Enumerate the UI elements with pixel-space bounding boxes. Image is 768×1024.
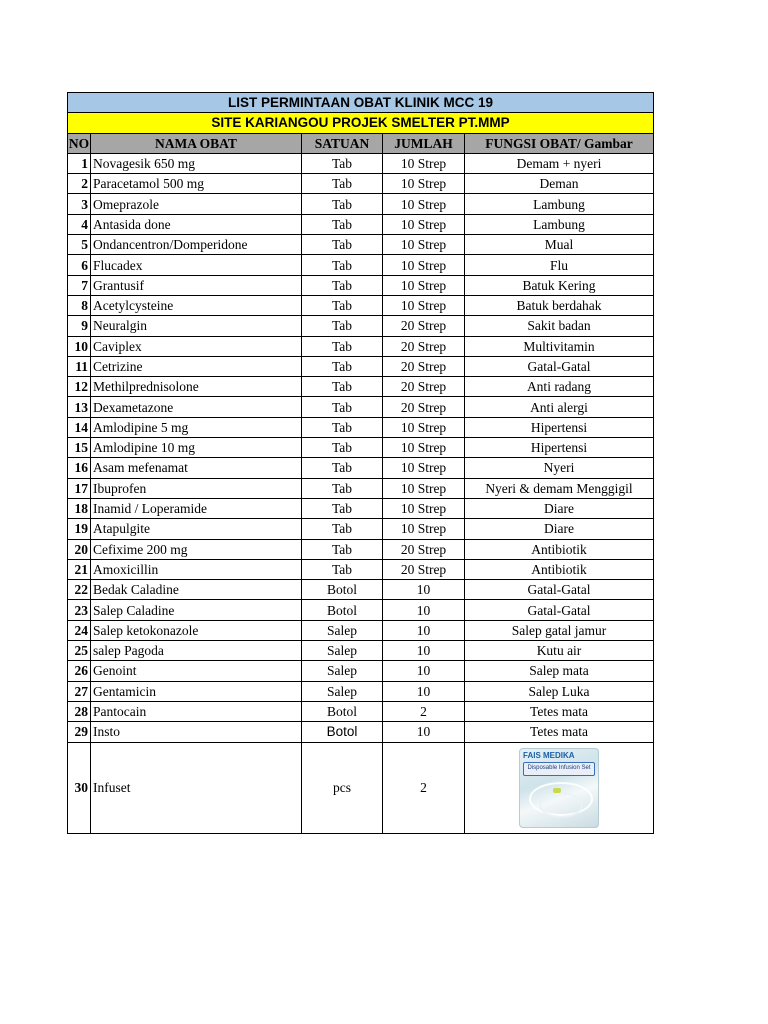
cell-fungsi-image [465, 742, 654, 833]
cell-fungsi: Kutu air [465, 641, 654, 661]
cell-fungsi: Antibiotik [465, 559, 654, 579]
table-row [68, 438, 654, 458]
table-row [68, 356, 654, 376]
cell-no: 29 [68, 722, 91, 742]
cell-satuan: Tab [302, 458, 383, 478]
table-row [68, 397, 654, 417]
cell-jumlah: 10 [383, 641, 465, 661]
cell-fungsi: Sakit badan [465, 316, 654, 336]
table-row [68, 661, 654, 681]
cell-jumlah: 10 Strep [383, 438, 465, 458]
cell-nama-obat: Omeprazole [91, 194, 302, 214]
cell-no: 24 [68, 620, 91, 640]
header-jumlah: JUMLAH [383, 133, 465, 153]
cell-satuan: Tab [302, 235, 383, 255]
table-row [68, 600, 654, 620]
cell-jumlah: 10 Strep [383, 194, 465, 214]
cell-nama-obat: Amoxicillin [91, 559, 302, 579]
cell-nama-obat: Amlodipine 10 mg [91, 438, 302, 458]
table-row [68, 153, 654, 173]
cell-fungsi: Antibiotik [465, 539, 654, 559]
table-row [68, 681, 654, 701]
cell-satuan: Tab [302, 397, 383, 417]
cell-nama-obat: Caviplex [91, 336, 302, 356]
cell-nama-obat: Amlodipine 5 mg [91, 417, 302, 437]
cell-nama-obat: Flucadex [91, 255, 302, 275]
cell-fungsi: Lambung [465, 214, 654, 234]
table-row [68, 255, 654, 275]
table-row [68, 620, 654, 640]
cell-jumlah: 10 Strep [383, 275, 465, 295]
cell-jumlah: 10 Strep [383, 417, 465, 437]
cell-satuan: Tab [302, 255, 383, 275]
table-row [68, 194, 654, 214]
table-row [68, 478, 654, 498]
medicine-request-table [67, 92, 654, 834]
cell-jumlah: 20 Strep [383, 377, 465, 397]
cell-satuan: Tab [302, 519, 383, 539]
table-row [68, 214, 654, 234]
table-row [68, 539, 654, 559]
cell-jumlah: 2 [383, 742, 465, 833]
cell-satuan: Tab [302, 174, 383, 194]
cell-no: 5 [68, 235, 91, 255]
cell-satuan: Tab [302, 194, 383, 214]
header-fungsi: FUNGSI OBAT/ Gambar [465, 133, 654, 153]
cell-jumlah: 10 [383, 620, 465, 640]
cell-fungsi: Salep Luka [465, 681, 654, 701]
cell-fungsi: Gatal-Gatal [465, 600, 654, 620]
cell-satuan: Botol [302, 722, 383, 742]
cell-jumlah: 10 Strep [383, 214, 465, 234]
cell-nama-obat: Methilprednisolone [91, 377, 302, 397]
cell-jumlah: 20 Strep [383, 397, 465, 417]
table-row [68, 316, 654, 336]
cell-satuan: Tab [302, 316, 383, 336]
cell-fungsi: Salep mata [465, 661, 654, 681]
header-satuan: SATUAN [302, 133, 383, 153]
cell-jumlah: 10 [383, 661, 465, 681]
cell-jumlah: 2 [383, 701, 465, 721]
cell-fungsi: Lambung [465, 194, 654, 214]
table-row [68, 417, 654, 437]
cell-satuan: Salep [302, 661, 383, 681]
cell-nama-obat: Paracetamol 500 mg [91, 174, 302, 194]
header-nama-obat: NAMA OBAT [91, 133, 302, 153]
cell-jumlah: 10 Strep [383, 295, 465, 315]
cell-satuan: Botol [302, 701, 383, 721]
cell-no: 2 [68, 174, 91, 194]
cell-fungsi: Multivitamin [465, 336, 654, 356]
cell-no: 14 [68, 417, 91, 437]
cell-fungsi: Tetes mata [465, 722, 654, 742]
cell-no: 19 [68, 519, 91, 539]
package-label: Disposable Infusion Set [523, 762, 595, 776]
cell-satuan: Salep [302, 620, 383, 640]
cell-nama-obat: Gentamicin [91, 681, 302, 701]
table-row [68, 174, 654, 194]
cell-fungsi: Nyeri & demam Menggigil [465, 478, 654, 498]
roller-clamp-icon [553, 788, 561, 793]
cell-satuan: Tab [302, 275, 383, 295]
cell-no: 8 [68, 295, 91, 315]
cell-no: 27 [68, 681, 91, 701]
table-row [68, 498, 654, 518]
table-row [68, 295, 654, 315]
cell-nama-obat: Genoint [91, 661, 302, 681]
cell-jumlah: 20 Strep [383, 316, 465, 336]
infusion-set-package-image [519, 748, 599, 828]
cell-nama-obat: Salep ketokonazole [91, 620, 302, 640]
cell-nama-obat: Cetrizine [91, 356, 302, 376]
table-row [68, 722, 654, 742]
cell-nama-obat: Novagesik 650 mg [91, 153, 302, 173]
cell-nama-obat: Asam mefenamat [91, 458, 302, 478]
table-row [68, 275, 654, 295]
cell-nama-obat: Bedak Caladine [91, 580, 302, 600]
cell-nama-obat: Grantusif [91, 275, 302, 295]
table-row [68, 336, 654, 356]
subtitle-row [68, 113, 654, 133]
cell-nama-obat: Acetylcysteine [91, 295, 302, 315]
table-body [68, 153, 654, 833]
cell-nama-obat: Pantocain [91, 701, 302, 721]
table-row [68, 235, 654, 255]
cell-satuan: Salep [302, 641, 383, 661]
cell-satuan: Tab [302, 498, 383, 518]
header-no: NO [68, 133, 91, 153]
cell-nama-obat: Ibuprofen [91, 478, 302, 498]
cell-jumlah: 10 [383, 681, 465, 701]
cell-nama-obat: Salep Caladine [91, 600, 302, 620]
cell-no: 13 [68, 397, 91, 417]
cell-no: 4 [68, 214, 91, 234]
title-row [68, 93, 654, 113]
cell-fungsi: Gatal-Gatal [465, 356, 654, 376]
cell-fungsi: Anti alergi [465, 397, 654, 417]
cell-no: 17 [68, 478, 91, 498]
cell-satuan: Tab [302, 559, 383, 579]
cell-nama-obat: Inamid / Loperamide [91, 498, 302, 518]
cell-no: 1 [68, 153, 91, 173]
cell-jumlah: 20 Strep [383, 559, 465, 579]
cell-fungsi: Batuk berdahak [465, 295, 654, 315]
cell-jumlah: 10 [383, 580, 465, 600]
cell-jumlah: 20 Strep [383, 336, 465, 356]
cell-no: 26 [68, 661, 91, 681]
cell-satuan: Tab [302, 214, 383, 234]
cell-no: 12 [68, 377, 91, 397]
table-row [68, 458, 654, 478]
cell-fungsi: Salep gatal jamur [465, 620, 654, 640]
cell-fungsi: Nyeri [465, 458, 654, 478]
cell-jumlah: 10 Strep [383, 255, 465, 275]
cell-no: 21 [68, 559, 91, 579]
cell-fungsi: Batuk Kering [465, 275, 654, 295]
cell-satuan: Tab [302, 377, 383, 397]
cell-no: 11 [68, 356, 91, 376]
cell-fungsi: Hipertensi [465, 417, 654, 437]
table-row [68, 377, 654, 397]
tube-coil-inner-icon [539, 792, 583, 818]
cell-fungsi: Anti radang [465, 377, 654, 397]
cell-no: 9 [68, 316, 91, 336]
cell-satuan: Tab [302, 336, 383, 356]
cell-jumlah: 10 Strep [383, 478, 465, 498]
cell-jumlah: 10 Strep [383, 235, 465, 255]
cell-fungsi: Demam + nyeri [465, 153, 654, 173]
cell-nama-obat: Insto [91, 722, 302, 742]
sheet-subtitle: SITE KARIANGOU PROJEK SMELTER PT.MMP [68, 113, 654, 133]
cell-no: 30 [68, 742, 91, 833]
cell-no: 7 [68, 275, 91, 295]
table-row [68, 559, 654, 579]
cell-fungsi: Flu [465, 255, 654, 275]
cell-fungsi: Diare [465, 519, 654, 539]
cell-nama-obat: Cefixime 200 mg [91, 539, 302, 559]
cell-satuan: Tab [302, 295, 383, 315]
cell-no: 22 [68, 580, 91, 600]
table-row [68, 701, 654, 721]
cell-fungsi: Gatal-Gatal [465, 580, 654, 600]
cell-no: 18 [68, 498, 91, 518]
cell-nama-obat: Atapulgite [91, 519, 302, 539]
cell-jumlah: 20 Strep [383, 356, 465, 376]
cell-satuan: Tab [302, 417, 383, 437]
sheet-title: LIST PERMINTAAN OBAT KLINIK MCC 19 [68, 93, 654, 113]
cell-nama-obat: Ondancentron/Domperidone [91, 235, 302, 255]
cell-no: 6 [68, 255, 91, 275]
cell-no: 25 [68, 641, 91, 661]
cell-fungsi: Hipertensi [465, 438, 654, 458]
cell-satuan: Tab [302, 478, 383, 498]
cell-jumlah: 10 Strep [383, 458, 465, 478]
cell-satuan: Tab [302, 438, 383, 458]
table-row [68, 742, 654, 833]
cell-nama-obat: Antasida done [91, 214, 302, 234]
cell-satuan: Botol [302, 580, 383, 600]
cell-fungsi: Deman [465, 174, 654, 194]
cell-no: 16 [68, 458, 91, 478]
cell-satuan: Tab [302, 539, 383, 559]
cell-satuan: Salep [302, 681, 383, 701]
cell-satuan: Botol [302, 600, 383, 620]
cell-no: 10 [68, 336, 91, 356]
cell-jumlah: 10 Strep [383, 174, 465, 194]
cell-fungsi: Diare [465, 498, 654, 518]
cell-no: 28 [68, 701, 91, 721]
cell-jumlah: 10 [383, 722, 465, 742]
cell-jumlah: 10 [383, 600, 465, 620]
cell-jumlah: 10 Strep [383, 153, 465, 173]
package-brand: FAIS MEDIKA [523, 750, 575, 760]
cell-satuan: Tab [302, 153, 383, 173]
cell-no: 23 [68, 600, 91, 620]
table-row [68, 580, 654, 600]
cell-fungsi: Mual [465, 235, 654, 255]
cell-nama-obat: Neuralgin [91, 316, 302, 336]
cell-fungsi: Tetes mata [465, 701, 654, 721]
cell-nama-obat: salep Pagoda [91, 641, 302, 661]
cell-no: 20 [68, 539, 91, 559]
cell-jumlah: 20 Strep [383, 539, 465, 559]
cell-nama-obat: Infuset [91, 742, 302, 833]
cell-nama-obat: Dexametazone [91, 397, 302, 417]
cell-no: 15 [68, 438, 91, 458]
header-row [68, 133, 654, 153]
cell-jumlah: 10 Strep [383, 498, 465, 518]
table-row [68, 641, 654, 661]
cell-satuan: Tab [302, 356, 383, 376]
cell-no: 3 [68, 194, 91, 214]
cell-satuan: pcs [302, 742, 383, 833]
table-row [68, 519, 654, 539]
cell-jumlah: 10 Strep [383, 519, 465, 539]
